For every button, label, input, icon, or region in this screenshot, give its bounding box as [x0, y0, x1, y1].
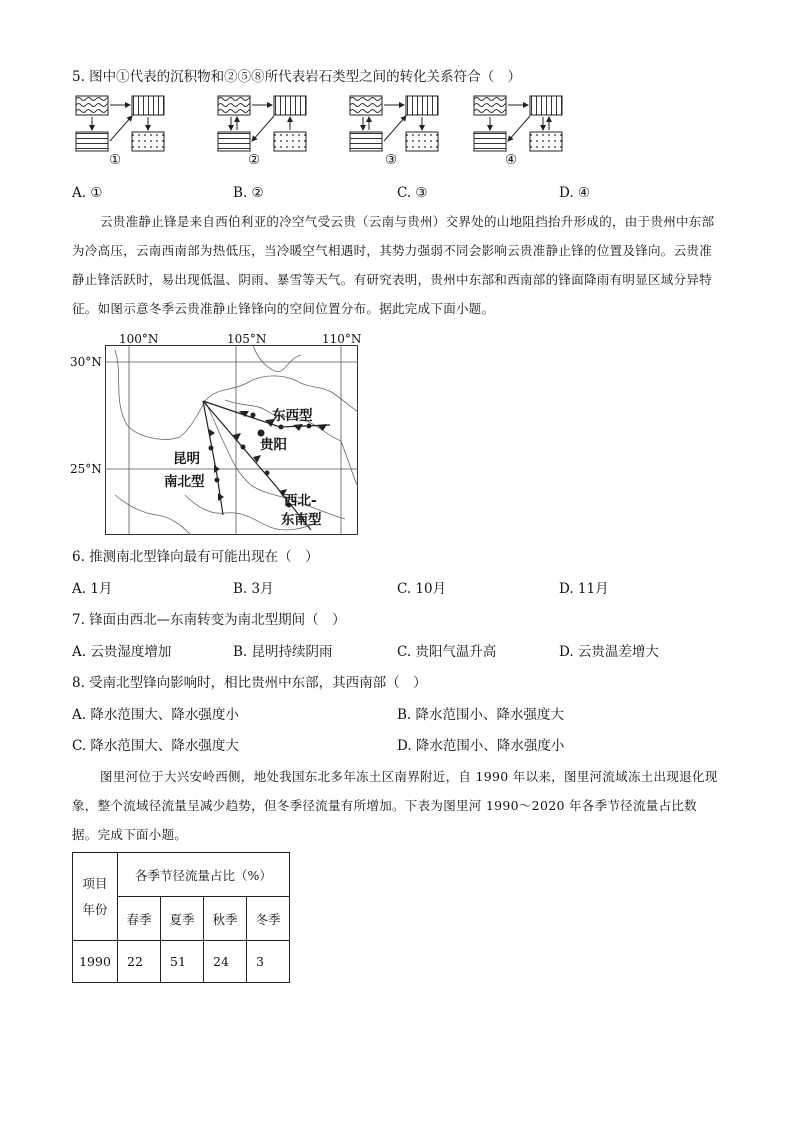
- table-cell: 22: [118, 941, 161, 983]
- q5-option-a[interactable]: A. ①: [72, 185, 103, 201]
- passage-tulihe-river: 图里河位于大兴安岭西侧，地处我国东北多年冻土区南界附近，自 1990 年以来，图里河流域冻土出现退化现象，整个流域径流量呈减少趋势，但冬季径流量有所增加。下表为图里河 1990～2020 年各季节径流量占比数据。完成下面小题。: [72, 769, 718, 842]
- lon-label-105: 105°N: [227, 332, 267, 346]
- q8-option-a[interactable]: A. 降水范围大、降水强度小: [72, 707, 239, 723]
- diagram-3: [350, 96, 438, 151]
- map-label-nwse-2: 东南型: [281, 512, 322, 528]
- diagram-label-1: ①: [109, 152, 122, 168]
- q7-option-d[interactable]: D. 云贵温差增大: [559, 644, 659, 660]
- q6-option-b[interactable]: B. 3月: [233, 581, 274, 597]
- map-label-kunming: 昆明: [173, 451, 200, 467]
- q5-option-d[interactable]: D. ④: [559, 185, 591, 201]
- table-col-spring: 春季: [118, 897, 161, 941]
- q6-option-a[interactable]: A. 1月: [72, 581, 113, 597]
- q8-stem: 8. 受南北型锋向影响时，相比贵州中东部，其西南部（ ）: [72, 675, 427, 691]
- table-col-autumn: 秋季: [204, 897, 247, 941]
- passage-yungui-front: 云贵准静止锋是来自西伯利亚的冷空气受云贵（云南与贵州）交界处的山地阻挡抬升形成的，由于贵州中东部为冷高压，云南西南部为热低压，当冷暖空气相遇时，其势力强弱不同会影响云贵准静止锋的位置及锋向。云贵准静止锋活跃时，易出现低温、阴雨、暴雪等天气。有研究表明，贵州中东部和西南部的锋面降雨有明显区域分异特征。如图示意冬季云贵准静止锋锋向的空间位置分布。据此完成下面小题。: [72, 214, 715, 316]
- q5-option-c[interactable]: C. ③: [397, 185, 428, 201]
- diagram-4: [474, 96, 562, 151]
- q7-stem: 7. 锋面由西北—东南转变为南北型期间（ ）: [72, 612, 346, 628]
- diagram-label-3: ③: [385, 152, 398, 168]
- runoff-table: [72, 852, 290, 983]
- diagram-1: [76, 96, 164, 151]
- q8-option-b[interactable]: B. 降水范围小、降水强度大: [397, 707, 565, 723]
- table-cell: 24: [204, 941, 247, 983]
- q8-option-c[interactable]: C. 降水范围大、降水强度大: [72, 738, 239, 754]
- q8-option-d[interactable]: D. 降水范围小、降水强度小: [397, 738, 565, 754]
- q6-option-d[interactable]: D. 11月: [559, 581, 609, 597]
- q5-stem: 5. 图中①代表的沉积物和②⑤⑧所代表岩石类型之间的转化关系符合（ ）: [72, 69, 522, 85]
- table-row-year: 1990: [73, 941, 118, 983]
- table-group-header: 各季节径流量占比（%）: [118, 853, 290, 897]
- table-col-summer: 夏季: [161, 897, 204, 941]
- table-cell: 51: [161, 941, 204, 983]
- q6-option-c[interactable]: C. 10月: [397, 581, 447, 597]
- table-row: [73, 941, 290, 983]
- lat-label-25: 25°N: [70, 462, 102, 476]
- map-label-guiyang: 贵阳: [260, 437, 287, 453]
- q6-stem: 6. 推测南北型锋向最有可能出现在（ ）: [72, 549, 319, 565]
- diagram-2: [218, 96, 306, 151]
- q7-option-b[interactable]: B. 昆明持续阴雨: [233, 644, 333, 660]
- table-col-winter: 冬季: [247, 897, 290, 941]
- diagram-label-2: ②: [248, 152, 261, 168]
- map-label-north-south: 南北型: [164, 474, 205, 490]
- map-label-nwse-1: 西北-: [284, 493, 317, 509]
- lon-label-100: 100°N: [119, 332, 159, 346]
- table-corner: [73, 853, 118, 941]
- lat-label-30: 30°N: [70, 355, 102, 369]
- q7-option-c[interactable]: C. 贵阳气温升高: [397, 644, 497, 660]
- q7-option-a[interactable]: A. 云贵湿度增加: [72, 644, 172, 660]
- rock-cycle-diagrams: [72, 92, 572, 174]
- front-map: [105, 345, 358, 535]
- q5-option-b[interactable]: B. ②: [233, 185, 264, 201]
- lon-label-110: 110°N: [322, 332, 362, 346]
- diagram-label-4: ④: [505, 152, 518, 168]
- map-label-east-west: 东西型: [272, 408, 313, 424]
- table-corner-top: 项目: [82, 875, 108, 891]
- table-corner-bottom: 年份: [82, 901, 108, 917]
- table-cell: 3: [247, 941, 290, 983]
